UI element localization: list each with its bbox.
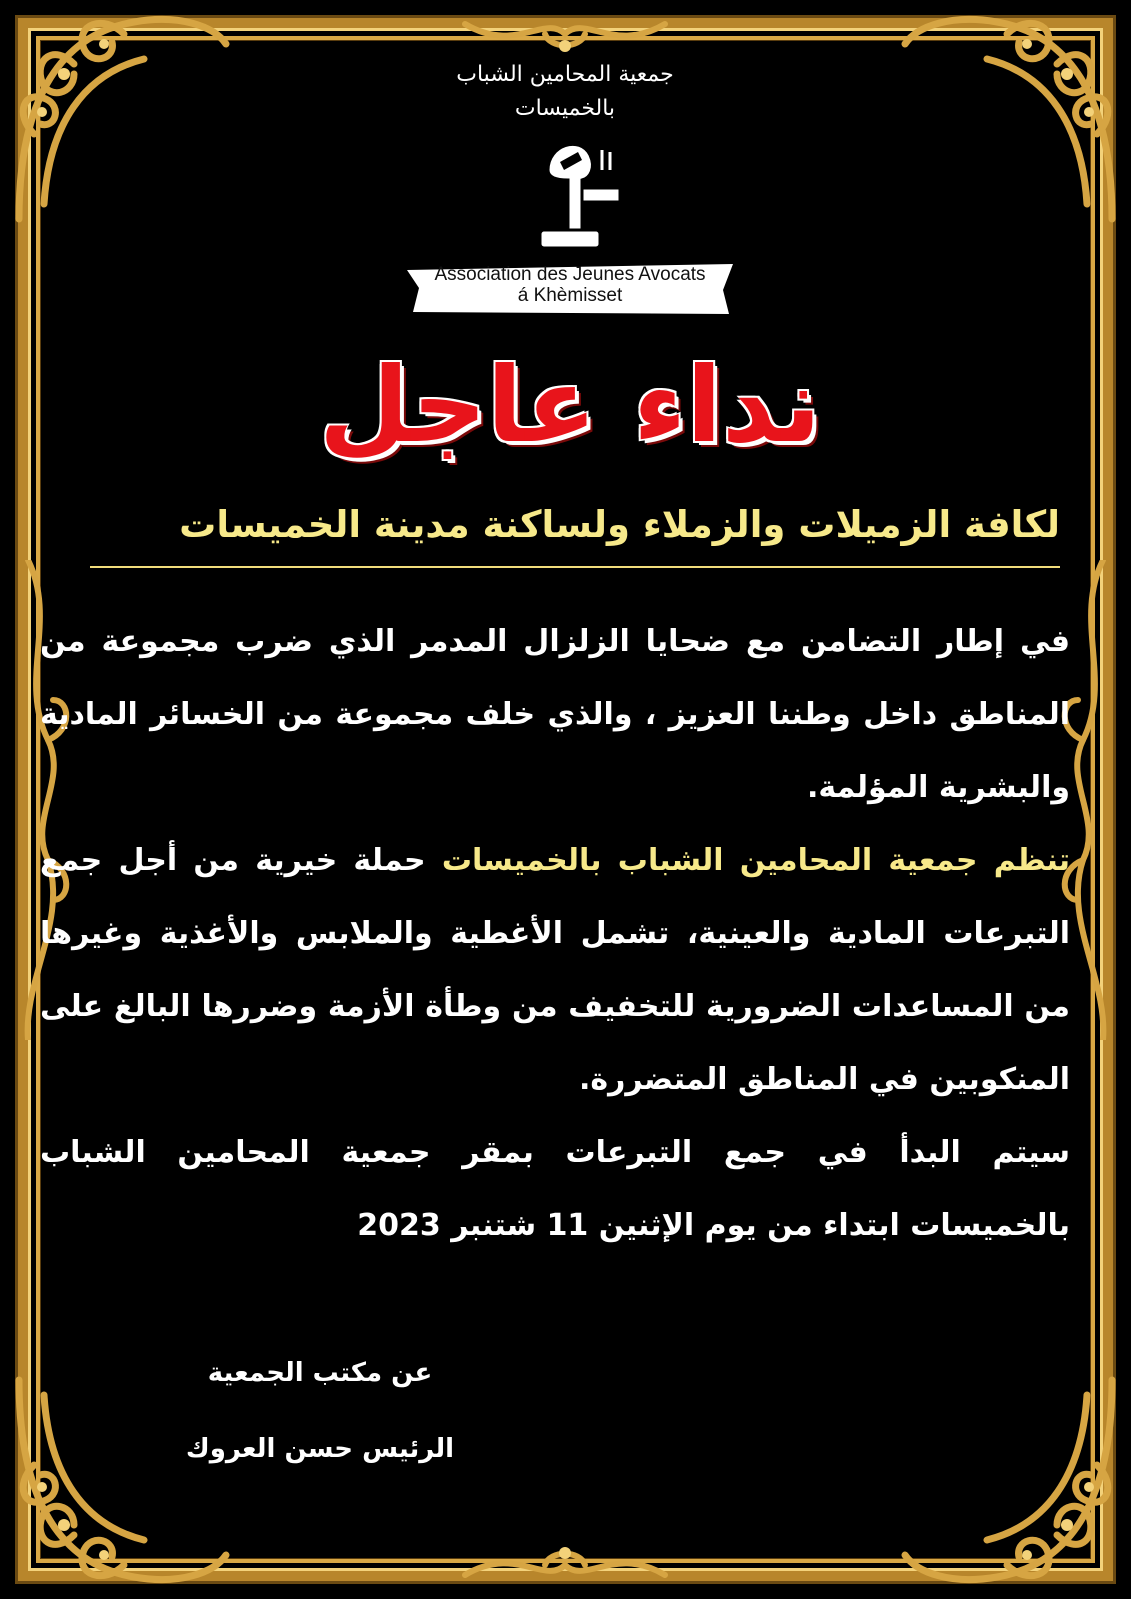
signature-president: الرئيس حسن العروك xyxy=(185,1434,455,1464)
body-paragraph-2 xyxy=(40,824,1070,1116)
association-name-french xyxy=(405,264,735,306)
body-paragraph-2-prefix: تنظم xyxy=(993,843,1071,878)
announcement-body xyxy=(40,605,1070,1262)
body-paragraph-1: في إطار التضامن مع ضحايا الزلزال المدمر الذي ضرب مجموعة من المناطق داخل وطننا العزيز ، والذي خلف مجموعة من الخسائر المادية والبشرية المؤلمة. xyxy=(40,624,1070,805)
association-name-arabic xyxy=(380,58,750,126)
association-name-line2: بالخميسات xyxy=(514,96,616,121)
association-name-fr-line2: á Khèmisset xyxy=(517,285,623,306)
ornament-bottom-icon xyxy=(455,1535,675,1595)
signature-office: عن مكتب الجمعية xyxy=(207,1358,433,1388)
association-name-highlight: جمعية المحامين الشباب بالخميسات xyxy=(441,843,978,878)
association-name-fr-line1: Association des Jeunes Avocats xyxy=(434,264,706,285)
ornament-top-icon xyxy=(455,4,675,64)
subtitle-divider xyxy=(90,566,1060,568)
page-subtitle: لكافة الزميلات والزملاء ولساكنة مدينة الخميسات xyxy=(179,503,1060,546)
body-paragraph-3: سيتم البدأ في جمع التبرعات بمقر جمعية المحامين الشباب بالخميسات ابتداء من يوم الإثنين 11 شتنبر 2023 xyxy=(40,1135,1070,1243)
ornament-corner-icon xyxy=(897,4,1127,234)
ornament-corner-icon xyxy=(897,1365,1127,1595)
signature-block xyxy=(150,1335,490,1487)
body-paragraph-2-text: حملة خيرية من أجل جمع التبرعات المادية والعينية، تشمل الأغطية والملابس والأغذية وغيرها من المساعدات الضرورية للتخفيف من وطأة الأزمة وضررها البالغ على المنكوبين في المناطق المتضررة. xyxy=(40,843,1070,1097)
association-logo-icon xyxy=(520,130,630,260)
page-title: نداء عاجل xyxy=(318,344,822,466)
ornament-corner-icon xyxy=(4,4,234,234)
association-name-line1: جمعية المحامين الشباب xyxy=(456,62,674,87)
